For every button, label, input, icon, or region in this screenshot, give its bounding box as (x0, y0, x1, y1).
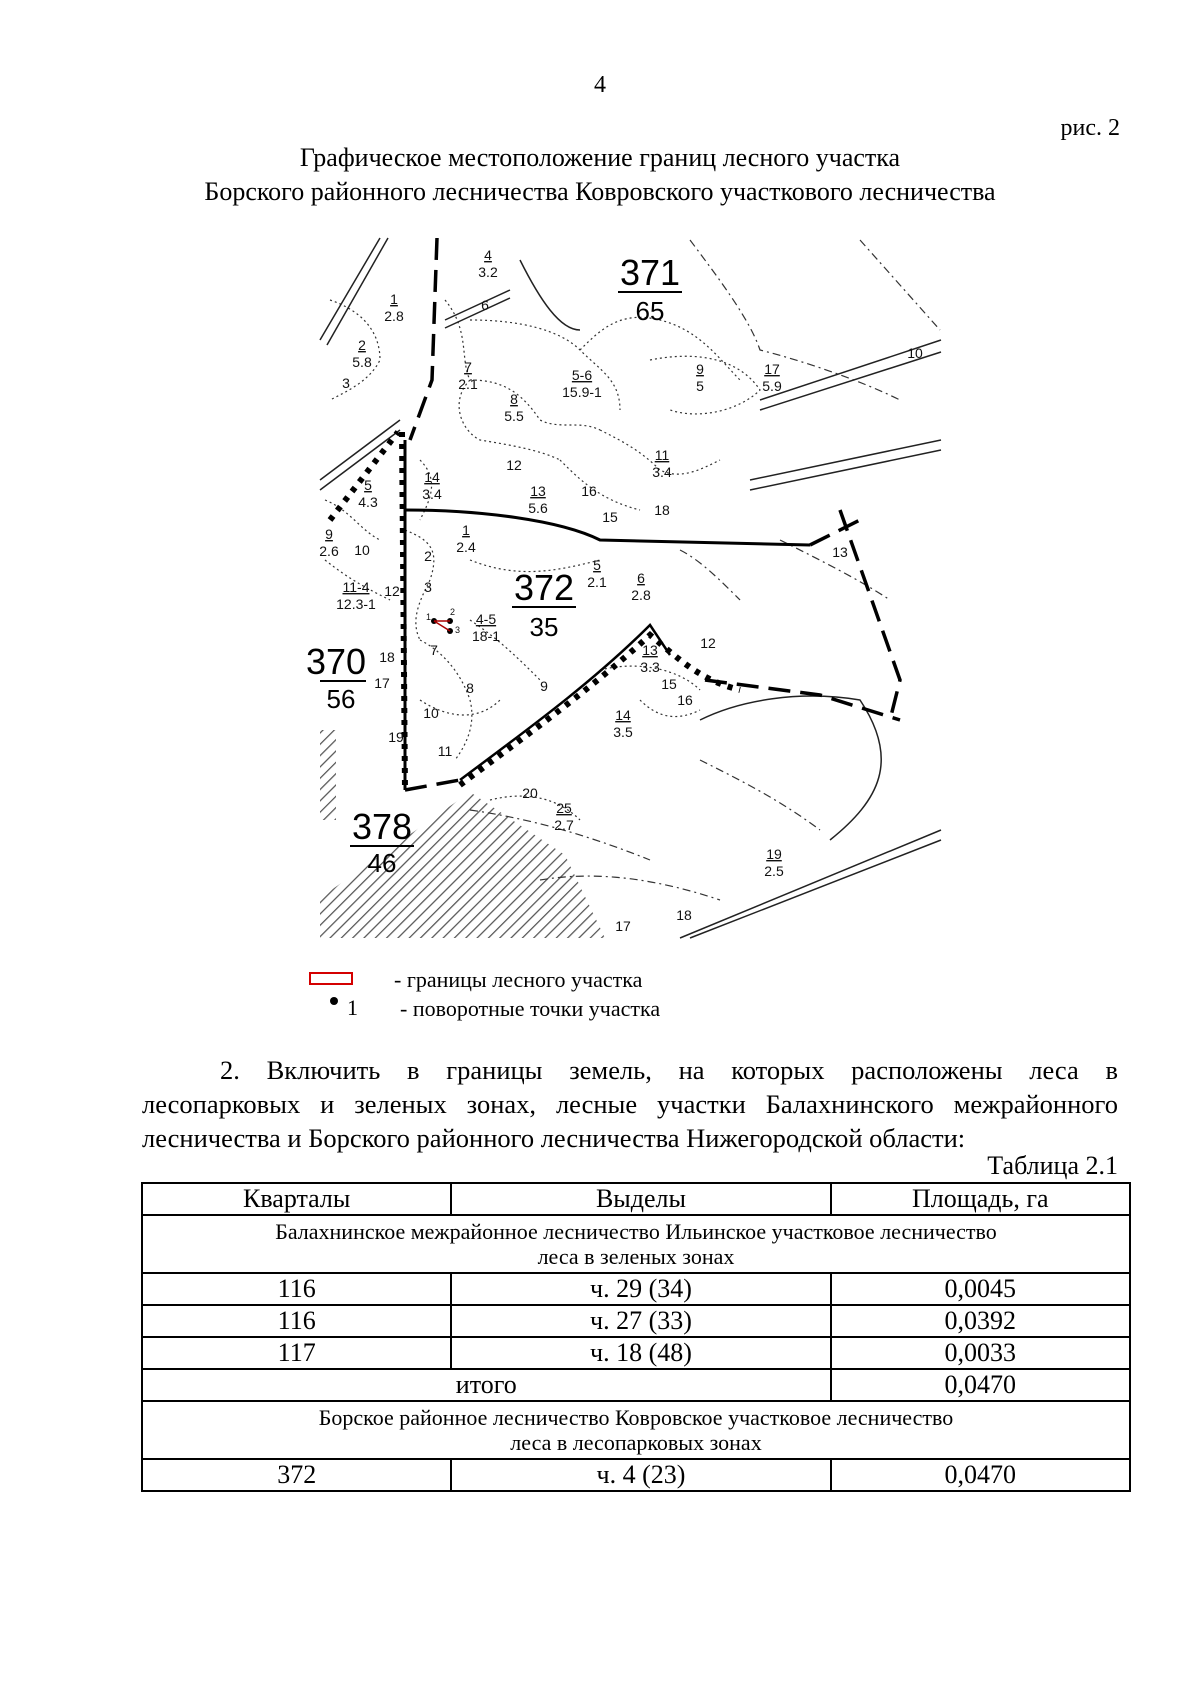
title-line-2: Борского районного лесничества Ковровского участкового лесничества (204, 177, 996, 206)
plot-label: 4.3 (358, 494, 378, 510)
plot-label: 1 (462, 522, 470, 538)
plot-label: 15 (661, 676, 677, 692)
plot-label: 5.5 (504, 408, 524, 424)
quarter-372-area: 35 (529, 612, 559, 642)
plot-label: 18 (654, 502, 670, 518)
forest-plots-table (141, 1182, 1131, 1492)
plot-label: 13 (832, 544, 848, 560)
quarter-371-number: 371 (619, 252, 681, 293)
table-cell: ч. 4 (23) (451, 1459, 830, 1491)
plot-label: 15.9-1 (562, 384, 602, 400)
plot-label: 2.8 (384, 308, 404, 324)
section-line: леса в лесопарковых зонах (510, 1430, 762, 1455)
plot-label: 20 (522, 785, 538, 801)
table-section-row (142, 1401, 1130, 1459)
plot-label: 18 (676, 907, 692, 923)
plot-label: 2.7 (554, 817, 574, 833)
plot-label: 2.6 (319, 543, 339, 559)
plot-label: 2.8 (631, 587, 651, 603)
table-header-cell: Кварталы (142, 1183, 451, 1215)
plot-label: 5-6 (571, 367, 593, 383)
plot-label: 2.5 (764, 863, 784, 879)
plot-label: 3.2 (478, 264, 498, 280)
table-cell: ч. 29 (34) (451, 1273, 830, 1305)
section-line: леса в зеленых зонах (537, 1244, 735, 1269)
table-cell: 0,0045 (831, 1273, 1130, 1305)
plot-label: 5 (696, 378, 704, 394)
plot-label: 8 (510, 391, 518, 407)
table-cell: ч. 18 (48) (451, 1337, 830, 1369)
table-cell: ч. 27 (33) (451, 1305, 830, 1337)
forest-plot-map (305, 238, 941, 938)
table-total-label: итого (142, 1369, 831, 1401)
paragraph-line: лесопарковых и зеленых зонах, лесные участки Балахнинского межрайонного (142, 1089, 1118, 1119)
plot-label: 15 (602, 509, 618, 525)
page-number: 4 (594, 72, 606, 98)
plot-label: 12 (384, 583, 400, 599)
plot-label: 5.6 (528, 500, 548, 516)
boundary-legend-text: - границы лесного участка (394, 967, 643, 992)
table-row (142, 1273, 1130, 1305)
paragraph-line: лесничества и Борского районного лесничества Нижегородской области: (142, 1123, 966, 1153)
turning-point-label: 1 (426, 612, 432, 622)
plot-label: 19 (388, 729, 404, 745)
quarter-371-area: 65 (635, 296, 665, 326)
plot-label: 12 (506, 457, 522, 473)
plot-label: 3 (424, 579, 432, 595)
title-line-1: Графическое местоположение границ лесного участка (299, 143, 901, 172)
plot-label: 9 (325, 526, 333, 542)
table-cell: 0,0392 (831, 1305, 1130, 1337)
plot-label: 18 (379, 649, 395, 665)
plot-label: 19 (766, 846, 782, 862)
plot-label: 11 (654, 447, 670, 463)
plot-label: 12 (700, 635, 716, 651)
plot-label: 4 (484, 247, 492, 263)
turning-point-legend-dot (330, 997, 338, 1005)
hatched-area-left (320, 730, 336, 820)
turning-point-legend-number: 1 (347, 995, 358, 1020)
plot-label: 1 (390, 291, 398, 307)
quarter-378-area: 46 (367, 848, 397, 878)
plot-label: 13 (530, 483, 546, 499)
quarter-370-area: 56 (326, 684, 356, 714)
table-header-cell: Площадь, га (831, 1183, 1130, 1215)
section-line: Борское районное лесничество Ковровское участковое лесничество (318, 1405, 954, 1430)
table-caption: Таблица 2.1 (987, 1151, 1118, 1180)
table-total-value: 0,0470 (831, 1369, 1130, 1401)
quarter-370-number: 370 (305, 641, 367, 682)
table-cell: 117 (142, 1337, 451, 1369)
plot-label: 6 (637, 570, 645, 586)
plot-label: 18-1 (471, 628, 501, 644)
plot-label: 2.4 (456, 539, 476, 555)
table-section-cell (142, 1401, 1130, 1459)
plot-label: 2.1 (587, 574, 607, 590)
quarter-372-number: 372 (513, 567, 575, 608)
plot-label: 10 (423, 705, 439, 721)
table-row (142, 1305, 1130, 1337)
plot-label: 11 (437, 743, 453, 759)
plot-label: 14 (615, 707, 631, 723)
table-cell: 0,0033 (831, 1337, 1130, 1369)
turning-point-label: 3 (455, 625, 461, 635)
table-cell: 372 (142, 1459, 451, 1491)
plot-label: 3 (342, 375, 350, 391)
plot-label: 3.3 (640, 659, 660, 675)
plot-label: 12.3-1 (336, 596, 376, 612)
plot-label: 16 (677, 692, 693, 708)
plot-label: 13 (642, 642, 658, 658)
table-cell: 0,0470 (831, 1459, 1130, 1491)
plot-label: 9 (696, 361, 704, 377)
plot-label: 4-5 (475, 611, 497, 627)
plot-label: 5 (593, 557, 601, 573)
table-cell: 116 (142, 1273, 451, 1305)
plot-label: 3.4 (652, 464, 672, 480)
table-section-row (142, 1215, 1130, 1273)
plot-label: 16 (581, 483, 597, 499)
plot-label: 17 (615, 918, 631, 934)
plot-label: 6 (481, 297, 489, 313)
boundary-legend-swatch (309, 972, 353, 985)
table-total-row (142, 1369, 1130, 1401)
table-header-row (142, 1183, 1130, 1215)
plot-label: 5.8 (352, 354, 372, 370)
plot-label: 10 (907, 345, 923, 361)
plot-label: 3.5 (613, 724, 633, 740)
figure-label: рис. 2 (1060, 115, 1120, 141)
plot-label: 7 (464, 359, 472, 375)
paragraph-line: 2. Включить в границы земель, на которых расположены леса в (220, 1055, 1118, 1085)
plot-label: 2 (358, 337, 366, 353)
plot-label: 3.4 (422, 486, 442, 502)
plot-label: 25 (556, 800, 572, 816)
plot-label: 17 (374, 675, 390, 691)
plot-label: 8 (466, 680, 474, 696)
plot-label: 14 (424, 469, 440, 485)
plot-label: 10 (354, 542, 370, 558)
plot-label: 11-4 (342, 579, 370, 595)
quarter-378-number: 378 (351, 806, 413, 847)
section-line: Балахнинское межрайонное лесничество Ильинское участковое лесничество (275, 1219, 997, 1244)
plot-label: 5 (364, 477, 372, 493)
plot-label: 17 (764, 361, 780, 377)
table-row (142, 1459, 1130, 1491)
table-header-cell: Выделы (451, 1183, 830, 1215)
table-section-cell (142, 1215, 1130, 1273)
plot-label: 2 (424, 548, 432, 564)
table-row (142, 1337, 1130, 1369)
turning-point-legend-text: - поворотные точки участка (400, 996, 661, 1021)
plot-label: 9 (540, 678, 548, 694)
plot-label: 2.1 (458, 376, 478, 392)
paragraph-2 (142, 1053, 1118, 1155)
table-cell: 116 (142, 1305, 451, 1337)
plot-label: 7 (430, 642, 438, 658)
turning-point-label: 2 (450, 607, 456, 617)
plot-label: 5.9 (762, 378, 782, 394)
